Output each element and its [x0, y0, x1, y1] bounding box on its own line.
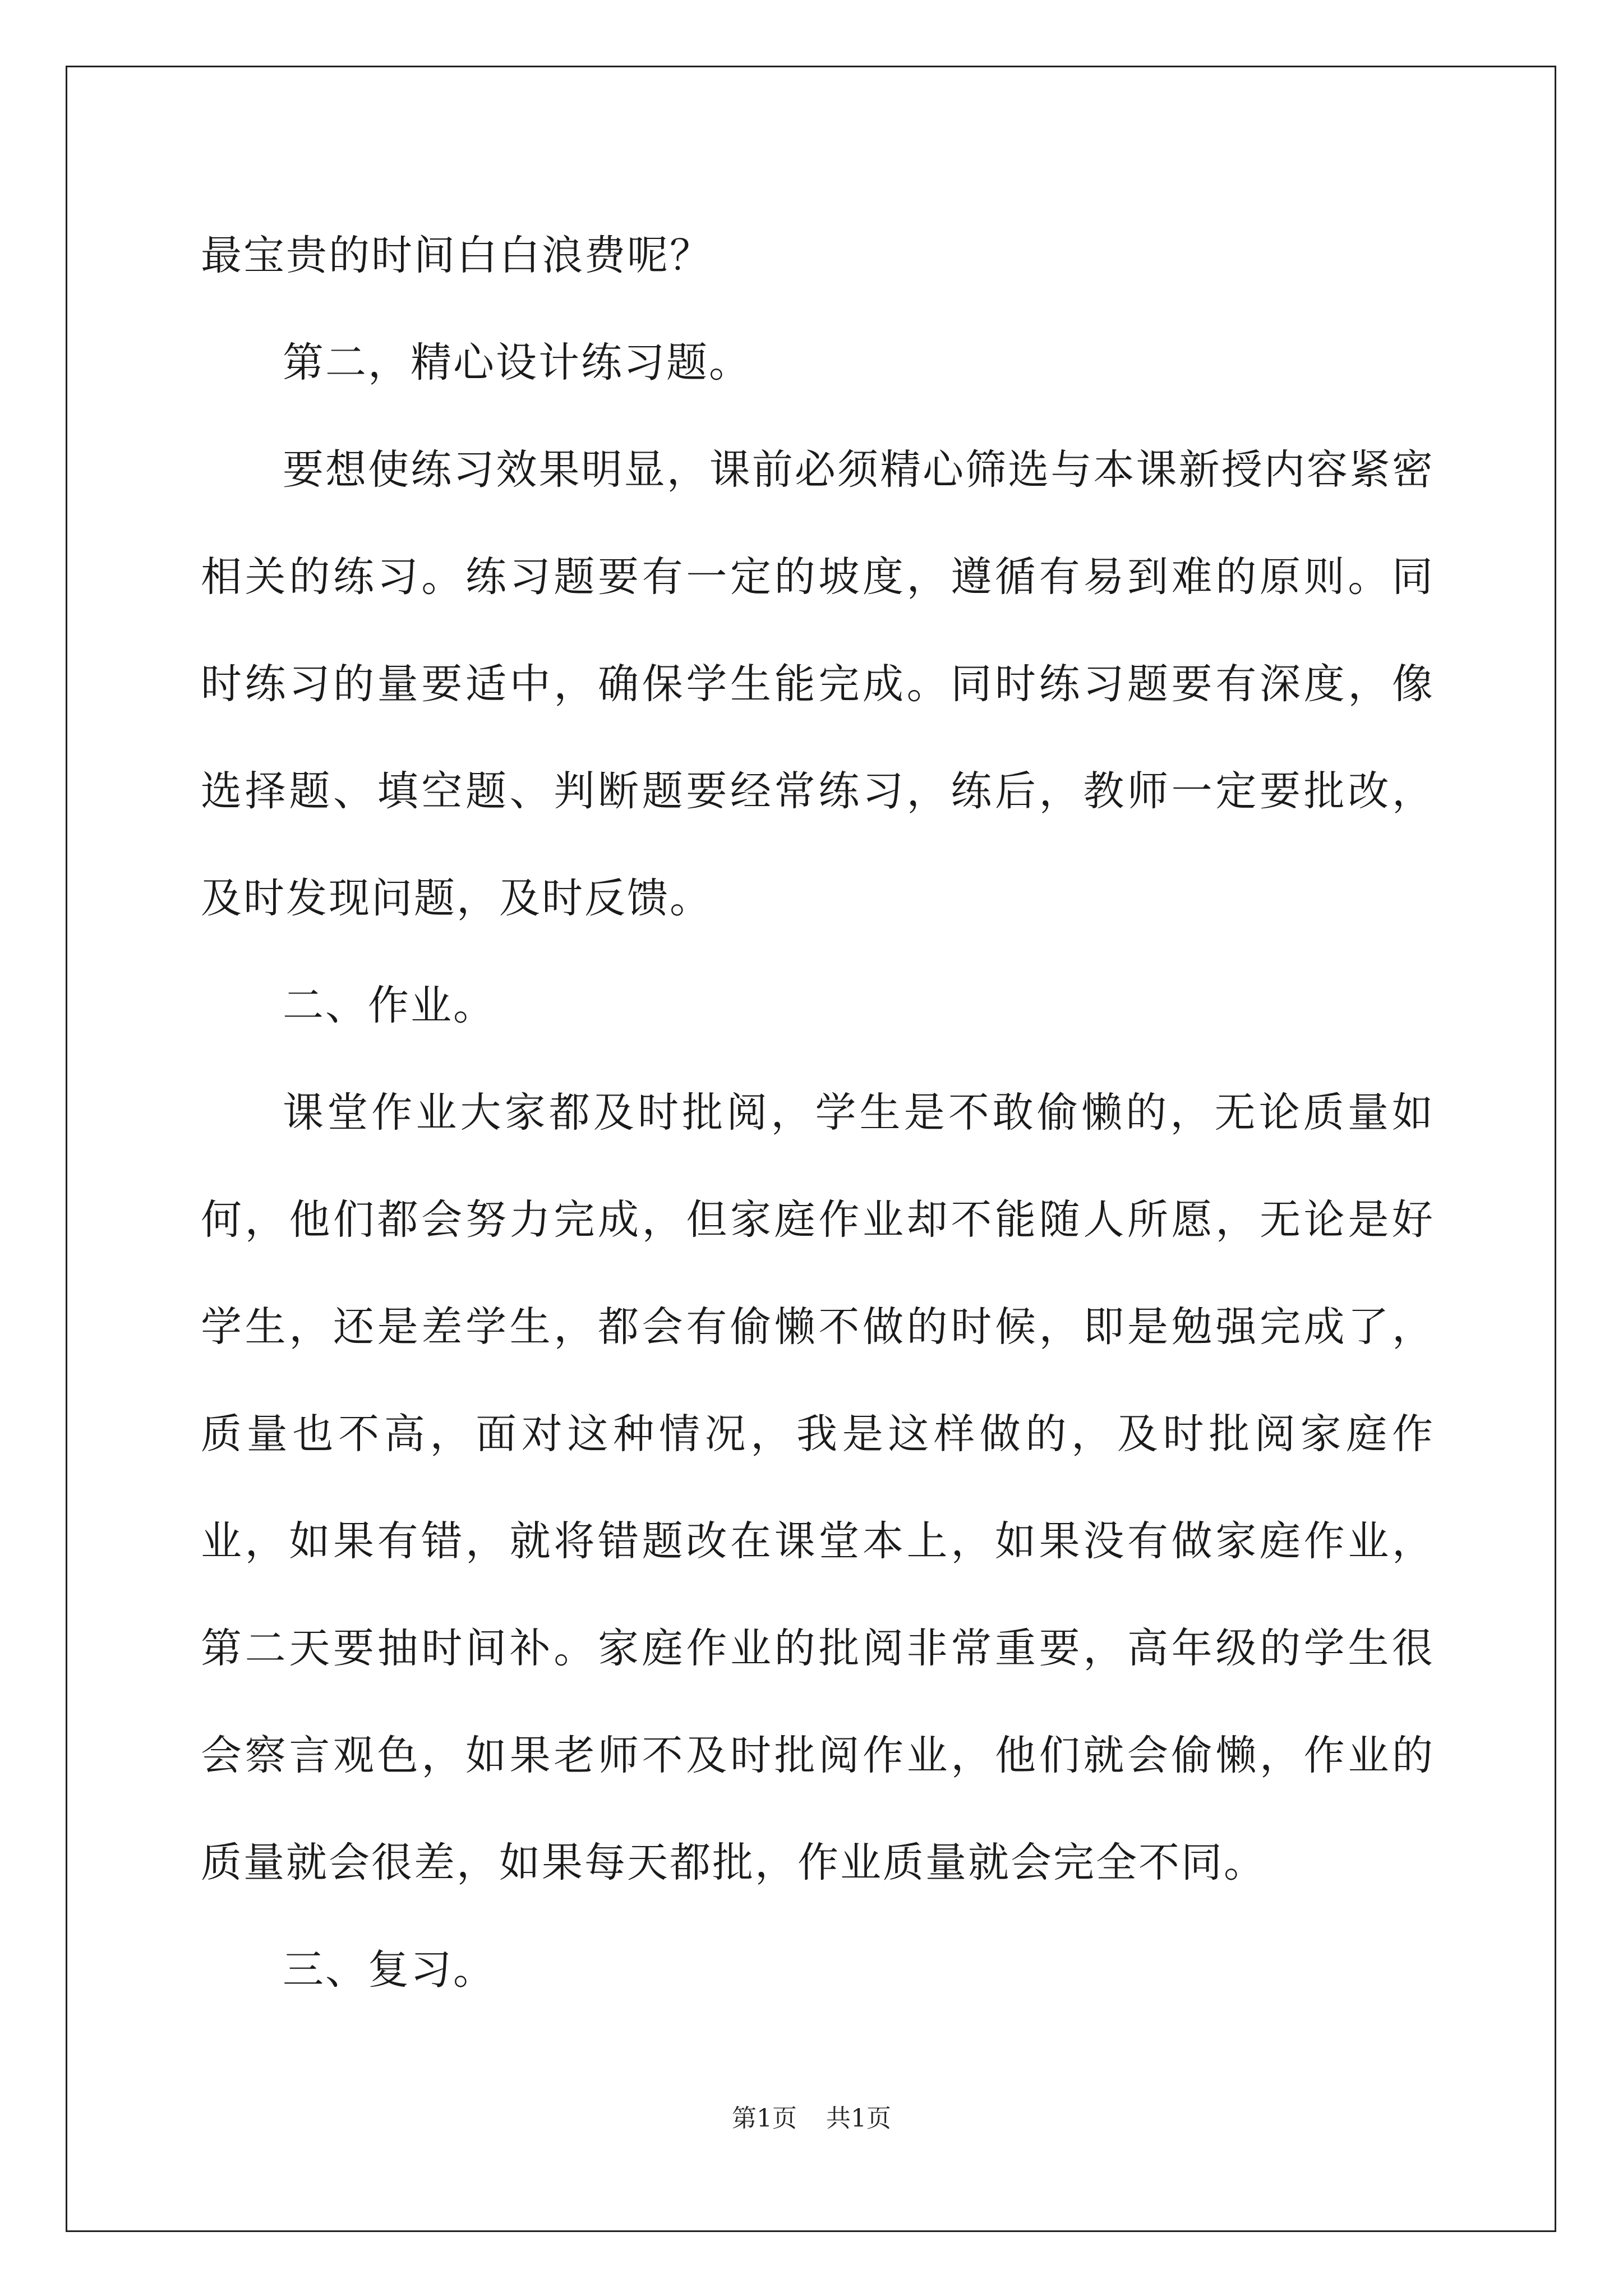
paragraph-2: 第二，精心设计练习题。	[283, 339, 751, 386]
paragraph-4: 二、作业。	[283, 982, 496, 1029]
page-footer	[0, 2098, 1623, 2134]
document-body	[201, 202, 1435, 2023]
paragraph-3: 要想使练习效果明显，课前必须精心筛选与本课新授内容紧密相关的练习。练习题要有一定的坡度，遵循有易到难的原则。同时练习的量要适中，确保学生能完成。同时练习题要有深度，像选择题、填空题、判断题要经常练习，练后，教师一定要批改，及时发现问题，及时反馈。	[201, 446, 1435, 922]
paragraph-6: 三、复习。	[283, 1946, 496, 1994]
paragraph-1: 最宝贵的时间白白浪费呢？	[201, 232, 712, 279]
paragraph-5: 课堂作业大家都及时批阅，学生是不敢偷懒的，无论质量如何，他们都会努力完成，但家庭作业却不能随人所愿，无论是好学生，还是差学生，都会有偷懒不做的时候，即是勉强完成了，质量也不高，面对这种情况，我是这样做的，及时批阅家庭作业，如果有错，就将错题改在课堂本上，如果没有做家庭作业，第二天要抽时间补。家庭作业的批阅非常重要，高年级的学生很会察言观色，如果老师不及时批阅作业，他们就会偷懒，作业的质量就会很差，如果每天都批，作业质量就会完全不同。	[201, 1089, 1435, 1887]
page-number-current: 第1页	[732, 2104, 797, 2133]
page-number-total: 共1页	[826, 2104, 891, 2133]
